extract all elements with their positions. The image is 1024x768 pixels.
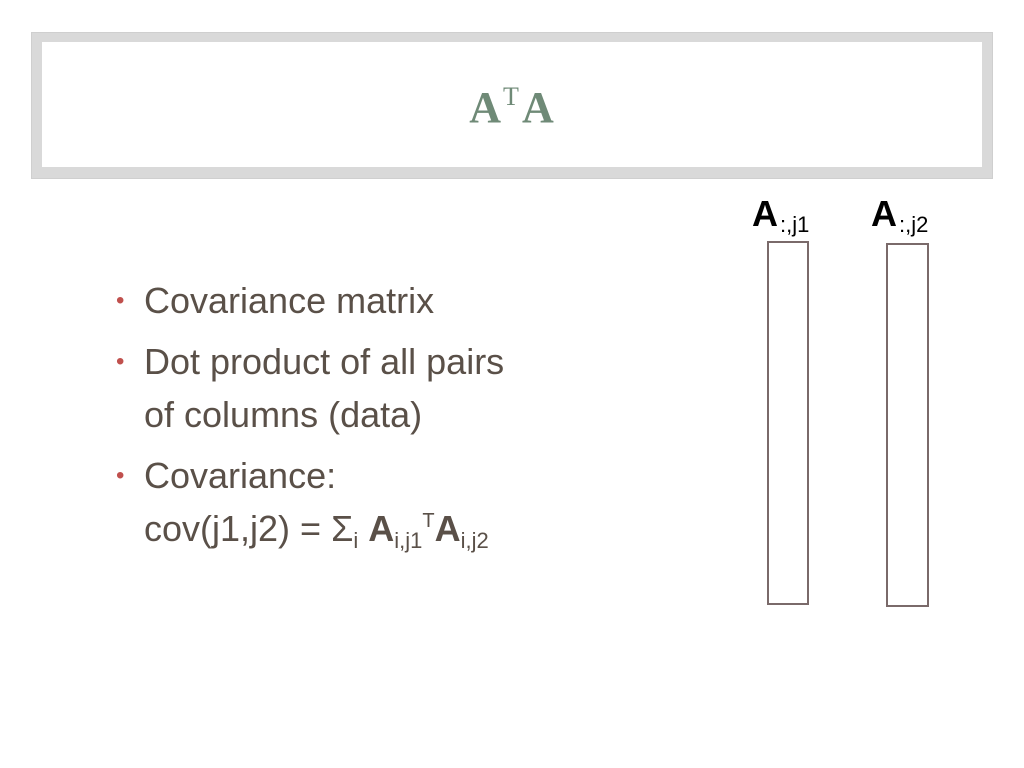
bullet-text-line-2: of columns (data) <box>144 394 423 435</box>
title-frame <box>31 32 993 179</box>
title-transpose-superscript: T <box>503 81 520 111</box>
formula-a2-subscript: i,j2 <box>460 528 489 553</box>
column-label-subscript: :,j2 <box>899 212 929 237</box>
column-vector-j1 <box>767 241 809 605</box>
bullet-item-dot-product <box>116 335 676 441</box>
bullet-text: Covariance matrix <box>144 280 435 321</box>
column-label-subscript: :,j1 <box>780 212 810 237</box>
formula-a1-subscript: i,j1 <box>394 528 423 553</box>
bullet-dot-icon: • <box>116 287 125 314</box>
formula-prefix: cov(j1,j2) = Σ <box>144 508 354 549</box>
title-matrix-a: A <box>469 82 503 132</box>
bullet-item-covariance-matrix <box>116 274 676 327</box>
bullet-dot-icon: • <box>116 348 125 375</box>
title-matrix-a-second: A <box>521 82 555 132</box>
slide-title <box>469 81 555 132</box>
formula-matrix-a-1: A <box>368 508 395 549</box>
column-label-j1 <box>752 193 810 237</box>
bullet-text-line-1: Covariance: <box>144 455 337 496</box>
bullet-dot-icon: • <box>116 462 125 489</box>
column-label-j2 <box>871 193 929 237</box>
formula-sum-index: i <box>353 528 359 553</box>
formula-a1-transpose: T <box>422 510 435 532</box>
bullet-item-covariance-formula <box>116 449 676 562</box>
column-vector-j2 <box>886 243 929 607</box>
column-label-matrix: A <box>752 193 778 234</box>
column-label-matrix: A <box>871 193 897 234</box>
covariance-formula <box>144 502 676 562</box>
title-panel <box>42 42 982 167</box>
formula-matrix-a-2: A <box>434 508 461 549</box>
bullet-text-line-1: Dot product of all pairs <box>144 341 505 382</box>
bullet-list <box>116 274 676 570</box>
